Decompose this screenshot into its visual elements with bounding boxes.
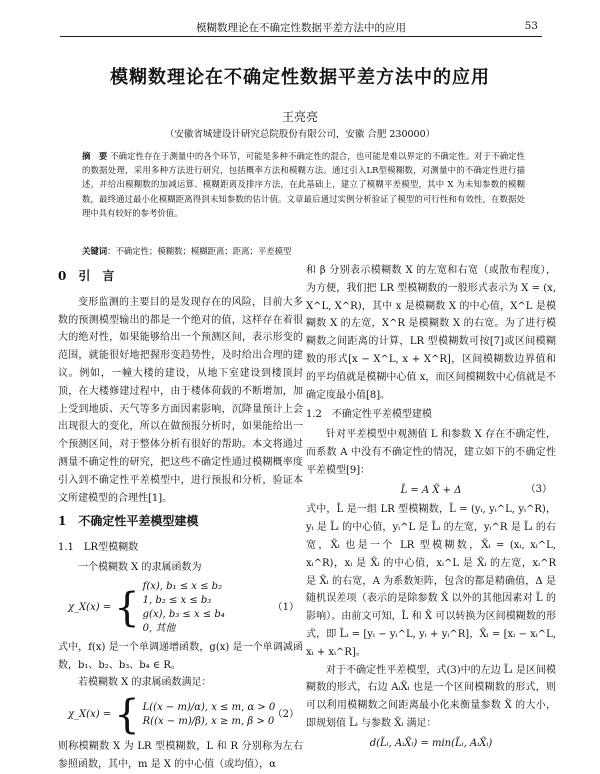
eq1-case: 0, 其他 [142,622,176,634]
eq2-explanation: 则称模糊数 X 为 LR 型模糊数，L 和 R 分别称为左右参照函数，其中，m 是 X 的中心值（或均值），α [58,741,303,770]
eq1-case: 1, b₂ ≤ x ≤ b₃ [142,594,212,606]
abstract [82,149,525,220]
lr-intro: 若模糊数 X 的隶属函数满足： [78,677,212,689]
eq2-number: （2） [272,709,299,721]
keywords-label: 关键词 [82,246,108,256]
section-1-heading: 1 不确定性平差模型建模 [58,514,199,529]
eq1-explanation: 式中，f(x) 是一个单调递增函数，g(x) 是一个单调减函数，b₁、b₂、b₃、b₄ ∈ R。 [58,641,303,671]
eq3-body: L̃ = A X̃ + Δ [400,484,462,496]
equation-2 [58,692,303,739]
left-column [58,262,303,774]
eq2-brace: { [114,692,140,739]
abstract-label: 摘 要 [82,151,108,161]
eq2-cases [143,701,276,729]
eq1-cases [143,580,225,636]
membership-intro: 一个模糊数 X 的隶属函数为 [78,561,202,573]
equation-1 [58,580,303,636]
section-0-heading: 0 引 言 [58,269,115,283]
intro-paragraph: 变形监测的主要目的是发现存在的风险，目前大多数的预测模型输出的都是一个绝对的值，这样存在着很大的绝对性，如果能够给出一个预测区间，表示形变的范围，就能很好地把握形变趋势性，及时给出合理的建议。例如，一幢大楼的建设，从地下室建设到楼顶封顶，在大楼修建过程中，由于楼体荷载的不断增加，加上受到地质、天气等多方面因素影响，沉降量预计上会出现很大的变化，所以在做预报分析时，如果能给出一个预测区间，对于整体分析有很好的帮助。本文将通过测量不确定性的研究，把这些不确定性通过模糊概率度引入到不确定性平差模型中，进行预报和分析，验证本文所建模型的合理性[1]。 [58,296,303,504]
equation-3 [306,482,556,500]
abstract-text: 不确定性存在于测量中的各个环节，可能是多种不确定性的混合，也可能是难以界定的不确定性。对于不确定性的数据处理，采用多种方法进行研究，包括概率方法和模糊方法。通过引入LR型模糊数，对测量中的不确定性进行描述，并给出模糊数的加减运算、模糊距离及排序方法，在此基础上，建立了模糊平差模型，其中 X 为未知参数的模糊数，最终通过最小化模糊距离得到未知参数的估计值。文章最后通过实例分析验证了模型的可行性和有效性，在数据处理中具有较好的参考价值。 [82,151,525,218]
keywords-text: 不确定性；模糊数；模糊距离；距离；平差模型 [115,246,292,256]
eq1-brace: { [114,584,140,631]
subsection-1-2-heading: 1.2 不确定性平差模型建模 [306,409,432,421]
eq3-number: （3） [525,484,552,496]
eq4-body: d(L̃ᵢ, AᵢX̃ᵢ) = min(L̃ᵢ, AᵢX̃ᵢ) [369,737,493,749]
eq3-explanation: 式中，L̃ 是一组 LR 型模糊数，L̃ = (yᵢ, yᵢ^L, yᵢ^R)，yᵢ 是 L̃ᵢ 的中心值，yᵢ^L 是 L̃ᵢ 的左宽，yᵢ^R 是 L̃ᵢ 的右宽，X̃ᵢ 也是一个 LR 型模糊数，X̃ᵢ = (xᵢ, xᵢ^L, xᵢ^R)，xᵢ 是 X̃ᵢ 的中心值，xᵢ^L 是 X̃ᵢ 的左宽，xᵢ^R 是 X̃ᵢ 的右宽，A 为系数矩阵，包含的都是精确值，Δ 是随机误差项（表示的是除参数 X̃ 以外的其他因素对 L̃ 的影响）。由前文可知，L̃ 和 X̃ 可以转换为区间模糊数的形式，即 L̃ᵢ = [yᵢ − yᵢ^L, yᵢ + yᵢ^R]，X̃ᵢ = [xᵢ − xᵢ^L, xᵢ + xᵢ^R]。 [306,504,556,658]
author: 王亮亮 [281,110,318,124]
eq1-lhs: χ_X(x) = [68,601,112,613]
eq2-case: L((x − m)/α), x ≤ m, α > 0 [142,702,276,714]
page-number: 53 [524,20,538,32]
running-header [60,18,542,37]
running-title: 模糊数理论在不确定性数据平差方法中的应用 [196,22,406,34]
model-intro-paragraph: 针对平差模型中观测值 L 和参数 X 存在不确定性，而系数 A 中没有不确定性的情况，建立如下的不确定性平差模型[9]： [306,429,556,476]
right-column [306,262,556,755]
keywords: 关键词：不确定性；模糊数；模糊距离；距离；平差模型 [82,246,292,256]
eq1-number: （1） [272,601,299,613]
subsection-1-1-heading: 1.1 LR型模糊数 [58,542,139,554]
equation-4 [306,735,556,753]
lr-notation-paragraph: 和 β 分别表示模糊数 X 的左宽和右宽（或散布程度），为方便，我们把 LR 型模糊数的一般形式表示为 X = (x, X^L, X^R)，其中 x 是模糊数 X 的中心值，X^L 是模糊数 X 的左宽，X^R 是模糊数 X 的右宽。为了进行模糊数之间距离的计算，LR 型模糊数可按[7]或区间模糊数的形式[x − X^L, x + X^R]，区间模糊数边界值和的平均值就是模糊中心值 x，而区间模糊数中心值就是不确定度最小值[8]。 [306,265,556,401]
paper-title: 模糊数理论在不确定性数据平差方法中的应用 [110,67,490,88]
eq1-case: f(x), b₁ ≤ x ≤ b₂ [142,580,223,592]
eq2-case: R((x − m)/β), x ≥ m, β > 0 [142,716,275,728]
affiliation: （安徽省城建设计研究总院股份有限公司，安徽 合肥 230000） [164,129,436,140]
distance-paragraph: 对于不确定性平差模型，式(3)中的左边 L̃ᵢ 是区间模糊数的形式，右边 AᵢX̃ᵢ 也是一个区间模糊数的形式，则可以利用模糊数之间距离最小化来衡量参数 X̃ 的大小，即规划值 L̃ᵢ 与参数 X̃ᵢ 满足： [306,664,556,729]
eq1-case: g(x), b₃ ≤ x ≤ b₄ [142,608,225,620]
eq2-lhs: χ_X(x) = [68,709,112,721]
